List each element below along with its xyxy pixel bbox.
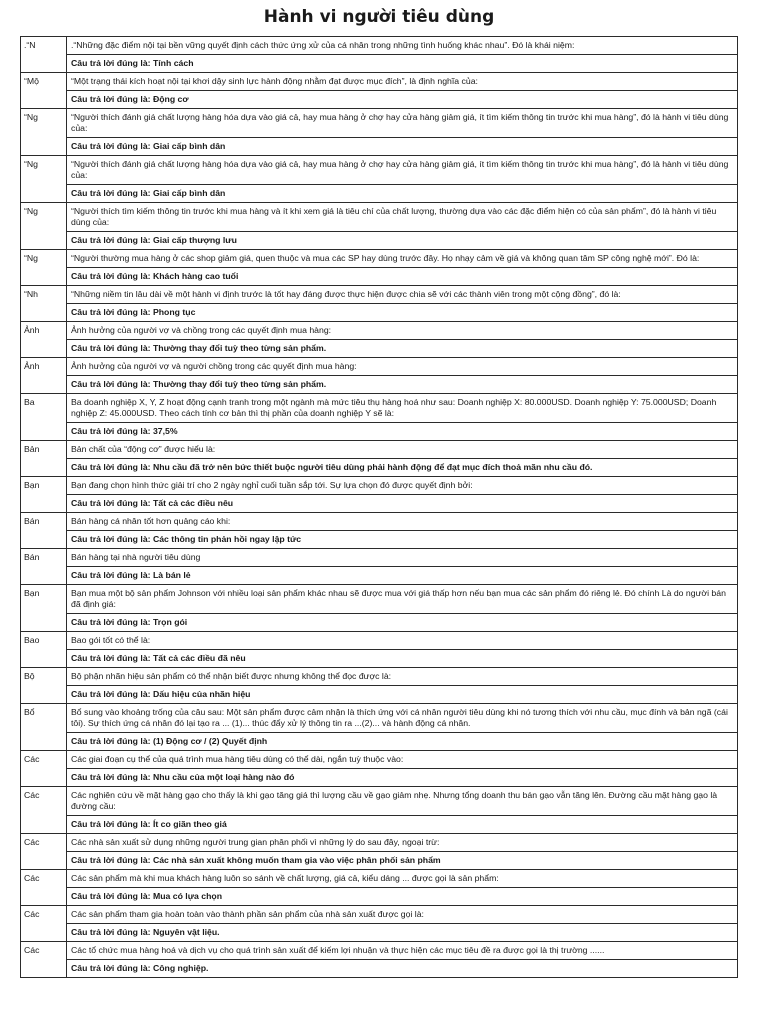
answer-text: Câu trả lời đúng là: Mua có lựa chọn (67, 888, 738, 906)
answer-text: Câu trả lời đúng là: Ít co giãn theo giá (67, 816, 738, 834)
question-row (21, 834, 738, 852)
question-text: Ảnh hưởng của người vợ và người chồng trong các quyết định mua hàng: (67, 358, 738, 376)
question-row (21, 322, 738, 340)
question-text: Bạn đang chọn hình thức giải trí cho 2 ngày nghỉ cuối tuần sắp tới. Sự lựa chọn đó được quyết định bởi: (67, 477, 738, 495)
question-text: Các sản phẩm tham gia hoàn toàn vào thành phần sản phẩm của nhà sản xuất được gọi là: (67, 906, 738, 924)
question-row (21, 751, 738, 769)
question-text: Bao gói tốt có thể là: (67, 632, 738, 650)
answer-row (21, 55, 738, 73)
answer-text: Câu trả lời đúng là: (1) Động cơ / (2) Quyết định (67, 733, 738, 751)
answer-row (21, 650, 738, 668)
row-key: Bán (21, 513, 67, 549)
answer-text: Câu trả lời đúng là: Dấu hiệu của nhãn hiệu (67, 686, 738, 704)
question-text: “Những niềm tin lâu dài về một hành vi định trước là tốt hay đáng được thực hiện được chia sẽ với các thành viên trong một cộng đồng”, đó là: (67, 286, 738, 304)
answer-row (21, 138, 738, 156)
answer-text: Câu trả lời đúng là: Các thông tin phản hồi ngay lập tức (67, 531, 738, 549)
answer-text: Câu trả lời đúng là: Thường thay đổi tuỳ theo từng sản phẩm. (67, 376, 738, 394)
question-text: Bản chất của “động cơ” được hiểu là: (67, 441, 738, 459)
question-row (21, 477, 738, 495)
question-row (21, 549, 738, 567)
question-text: Các giai đoạn cụ thể của quá trình mua hàng tiêu dùng có thể dài, ngắn tuỳ thuộc vào: (67, 751, 738, 769)
question-text: Các sản phẩm mà khi mua khách hàng luôn so sánh về chất lượng, giá cả, kiểu dáng ... được gọi là sản phẩm: (67, 870, 738, 888)
question-row (21, 203, 738, 232)
answer-text: Câu trả lời đúng là: Tất cả các điều nêu (67, 495, 738, 513)
question-text: Bạn mua một bộ sản phẩm Johnson với nhiều loại sản phẩm khác nhau sẽ được mua với giá thấp hơn nếu bạn mua các sản phẩm đó riêng lẻ. Đó chính Là do người bán đã định giá: (67, 585, 738, 614)
row-key: Các (21, 870, 67, 906)
answer-row (21, 185, 738, 203)
question-row (21, 250, 738, 268)
answer-row (21, 232, 738, 250)
qa-table (20, 36, 738, 978)
row-key: Các (21, 906, 67, 942)
row-key: Bổ (21, 704, 67, 751)
question-text: Ảnh hưởng của người vợ và chồng trong các quyết định mua hàng: (67, 322, 738, 340)
answer-row (21, 376, 738, 394)
question-row (21, 394, 738, 423)
question-text: Các tổ chức mua hàng hoá và dịch vụ cho quá trình sản xuất để kiếm lợi nhuận và thực hiện các mục tiêu đề ra được gọi là thị trường ...... (67, 942, 738, 960)
question-text: Bán hàng tại nhà người tiêu dùng (67, 549, 738, 567)
page-title: Hành vi người tiêu dùng (263, 7, 495, 27)
question-text: “Một trạng thái kích hoạt nội tại khơi dậy sinh lực hành động nhằm đạt được mục đích”, là định nghĩa của: (67, 73, 738, 91)
row-key: Các (21, 834, 67, 870)
answer-row (21, 304, 738, 322)
question-text: Bộ phận nhãn hiệu sản phẩm có thể nhận biết được nhưng không thể đọc được là: (67, 668, 738, 686)
answer-row (21, 567, 738, 585)
answer-text: Câu trả lời đúng là: Nhu cầu đã trở nên bức thiết buộc người tiêu dùng phải hành động để đạt mục đích thoả mãn nhu cầu đó. (67, 459, 738, 477)
answer-row (21, 852, 738, 870)
row-key: Bao (21, 632, 67, 668)
question-text: “Người thường mua hàng ở các shop giảm giá, quen thuộc và mua các SP hay dùng trước đây. Họ nhạy cảm về giá và không quan tâm SP công nghệ mới”. Đó là: (67, 250, 738, 268)
row-key: Các (21, 787, 67, 834)
question-row (21, 787, 738, 816)
answer-text: Câu trả lời đúng là: 37,5% (67, 423, 738, 441)
row-key: Bạn (21, 477, 67, 513)
row-key: Ảnh (21, 358, 67, 394)
row-key: “Nh (21, 286, 67, 322)
row-key: Ảnh (21, 322, 67, 358)
question-text: “Người thích tìm kiếm thông tin trước khi mua hàng và ít khi xem giá là tiêu chí của chất lượng, thường dựa vào các đặc điểm hiện có của sản phẩm”, đó là hành vi tiêu dùng của: (67, 203, 738, 232)
question-row (21, 109, 738, 138)
question-text: Các nghiên cứu về mặt hàng gạo cho thấy là khi gạo tăng giá thì lượng cầu về gạo giảm nhẹ. Nhưng tổng doanh thu bán gạo vẫn tăng lên. Đường cầu mặt hàng gạo là đường cầu: (67, 787, 738, 816)
answer-row (21, 614, 738, 632)
question-row (21, 73, 738, 91)
question-row (21, 870, 738, 888)
answer-row (21, 340, 738, 358)
row-key: Các (21, 942, 67, 978)
answer-row (21, 495, 738, 513)
question-row (21, 286, 738, 304)
question-row (21, 37, 738, 55)
answer-text: Câu trả lời đúng là: Nguyên vật liệu. (67, 924, 738, 942)
answer-row (21, 816, 738, 834)
question-row (21, 632, 738, 650)
answer-text: Câu trả lời đúng là: Động cơ (67, 91, 738, 109)
question-row (21, 585, 738, 614)
row-key: “Ng (21, 250, 67, 286)
answer-text: Câu trả lời đúng là: Trọn gói (67, 614, 738, 632)
answer-row (21, 91, 738, 109)
answer-text: Câu trả lời đúng là: Giai cấp thượng lưu (67, 232, 738, 250)
answer-text: Câu trả lời đúng là: Tính cách (67, 55, 738, 73)
answer-text: Câu trả lời đúng là: Công nghiệp. (67, 960, 738, 978)
row-key: Các (21, 751, 67, 787)
answer-row (21, 924, 738, 942)
answer-row (21, 531, 738, 549)
answer-row (21, 769, 738, 787)
question-text: Bổ sung vào khoảng trống của câu sau: Một sản phẩm được cảm nhận là thích ứng với cá nhân người tiêu dùng khi nó tương thích với nhu cầu, mục đính và bản ngã (cái tôi). Sự thích ứng cá nhân đó lại tạo ra ... (1)... thúc đẩy xử lý thông tin ra ...(2)... và hành động cá nhân. (67, 704, 738, 733)
row-key: “Mộ (21, 73, 67, 109)
question-text: Bán hàng cá nhân tốt hơn quảng cáo khi: (67, 513, 738, 531)
question-row (21, 668, 738, 686)
answer-text: Câu trả lời đúng là: Nhu cầu của một loại hàng nào đó (67, 769, 738, 787)
row-key: “Ng (21, 203, 67, 250)
answer-text: Câu trả lời đúng là: Giai cấp bình dân (67, 138, 738, 156)
question-text: Các nhà sản xuất sử dụng những người trung gian phân phối vì những lý do sau đây, ngoại trừ: (67, 834, 738, 852)
answer-row (21, 888, 738, 906)
answer-text: Câu trả lời đúng là: Các nhà sản xuất không muốn tham gia vào việc phân phối sản phẩm (67, 852, 738, 870)
answer-text: Câu trả lời đúng là: Thường thay đổi tuỳ theo từng sản phẩm. (67, 340, 738, 358)
question-row (21, 942, 738, 960)
question-row (21, 704, 738, 733)
answer-text: Câu trả lời đúng là: Khách hàng cao tuổi (67, 268, 738, 286)
answer-row (21, 459, 738, 477)
answer-text: Câu trả lời đúng là: Giai cấp bình dân (67, 185, 738, 203)
answer-row (21, 686, 738, 704)
question-row (21, 156, 738, 185)
question-text: .“Những đặc điểm nội tại bền vững quyết định cách thức ứng xử của cá nhân trong những tình huống khác nhau”. Đó là khái niệm: (67, 37, 738, 55)
question-text: “Người thích đánh giá chất lượng hàng hóa dựa vào giá cả, hay mua hàng ở chợ hay cửa hàng giảm giá, ít tìm kiếm thông tin trước khi mua hàng”, đó là hành vi tiêu dùng của: (67, 109, 738, 138)
row-key: Bộ (21, 668, 67, 704)
row-key: Bản (21, 441, 67, 477)
answer-row (21, 268, 738, 286)
answer-row (21, 733, 738, 751)
question-row (21, 441, 738, 459)
question-text: Ba doanh nghiệp X, Y, Z hoạt động cạnh tranh trong một ngành mà mức tiêu thụ hàng hoá như sau: Doanh nghiệp X: 80.000USD. Doanh nghiệp Y: 75.000USD; Doanh nghiệp Z: 45.000USD. Theo cách tính cơ bản thì thị phần của doanh nghiệp Y sẽ là: (67, 394, 738, 423)
answer-row (21, 423, 738, 441)
qa-table-body (21, 37, 738, 978)
answer-text: Câu trả lời đúng là: Tất cả các điều đã nêu (67, 650, 738, 668)
row-key: Bạn (21, 585, 67, 632)
question-text: “Người thích đánh giá chất lượng hàng hóa dựa vào giá cả, hay mua hàng ở chợ hay cửa hàng giảm giá, ít tìm kiếm thông tin trước khi mua hàng”, đó là hành vi tiêu dùng của: (67, 156, 738, 185)
row-key: Ba (21, 394, 67, 441)
answer-text: Câu trả lời đúng là: Phong tục (67, 304, 738, 322)
answer-text: Câu trả lời đúng là: Là bán lẻ (67, 567, 738, 585)
row-key: “Ng (21, 156, 67, 203)
question-row (21, 906, 738, 924)
answer-row (21, 960, 738, 978)
row-key: “Ng (21, 109, 67, 156)
row-key: .“N (21, 37, 67, 73)
row-key: Bán (21, 549, 67, 585)
question-row (21, 358, 738, 376)
question-row (21, 513, 738, 531)
